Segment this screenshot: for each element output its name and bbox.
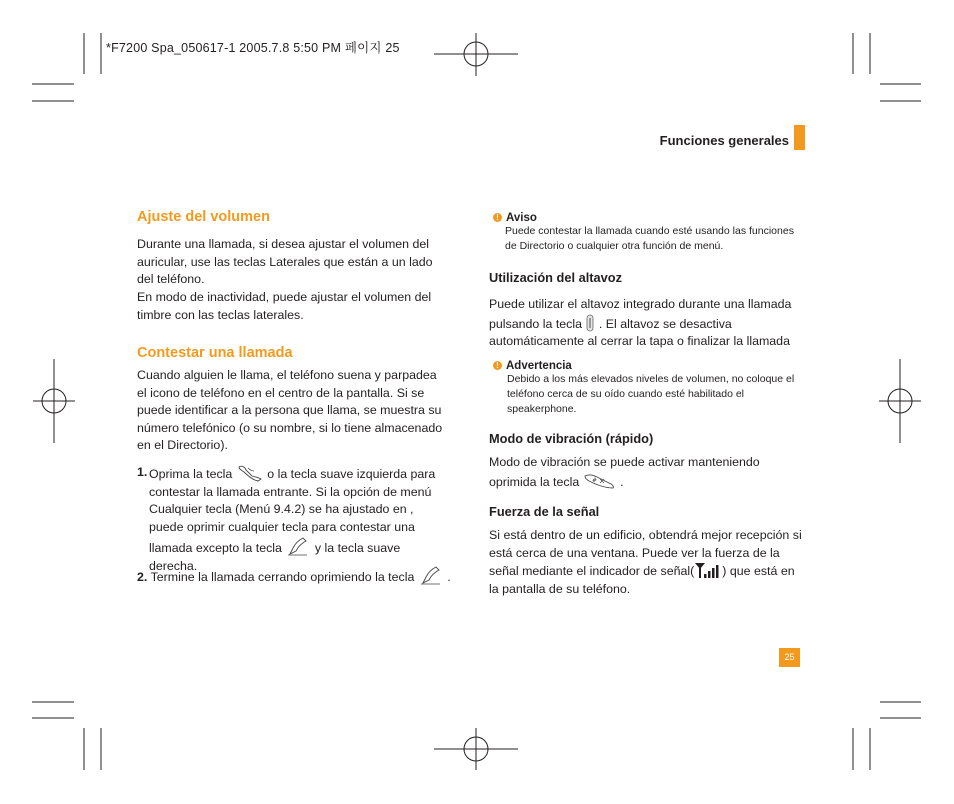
step-1-text-a: Oprima la tecla [149, 467, 233, 481]
signal-strength-icon [694, 562, 722, 578]
end-key-icon [418, 565, 444, 585]
answer-heading: Contestar una llamada [137, 345, 293, 361]
volume-paragraph-1: Durante una llamada, si desea ajustar el volumen del auricular, use las teclas Laterales que están a un lado del teléfono. [137, 237, 433, 287]
warning-title: Advertencia [506, 360, 572, 372]
vibrate-heading: Modo de vibración (rápido) [489, 431, 654, 446]
vibrate-paragraph [489, 454, 789, 491]
warning-text: Debido a los más elevados niveles de volumen, no coloque el teléfono cerca de su oído cuando esté habilitado el speakerphone. [507, 373, 795, 415]
vibrate-text-b: . [620, 474, 624, 489]
answer-paragraph: Cuando alguien le llama, el teléfono suena y parpadea el icono de teléfono en el centro de la pantalla. Si se puede identificar a la persona que llama, se muestra su número telefónico (o su nombre, si lo tiene almacenado en el Directorio). [137, 368, 443, 453]
speaker-text-b: . El altavoz se desactiva automáticamente al cerrar la tapa o finalizar la llamada [489, 316, 790, 349]
section-header: Funciones generales [659, 133, 789, 148]
step-1-number: 1. [137, 465, 148, 479]
signal-paragraph [489, 527, 804, 598]
speaker-text-a: Puede utilizar el altavoz integrado durante una llamada pulsando la tecla [489, 297, 792, 331]
signal-heading: Fuerza de la señal [489, 504, 600, 519]
svg-text:#: # [591, 476, 597, 484]
step-2-number: 2. [137, 570, 148, 584]
volume-heading: Ajuste del volumen [137, 209, 270, 225]
vibrate-text-a: Modo de vibración se puede activar manteniendo oprimida la tecla [489, 455, 760, 489]
end-key-icon [285, 536, 311, 556]
step-2-text-b: . [447, 570, 451, 584]
aviso-title: Aviso [506, 212, 537, 224]
step-1 [137, 464, 451, 576]
speaker-paragraph [489, 296, 801, 351]
signal-text-b: ) que está en la pantalla de su teléfono. [489, 564, 795, 596]
step-1-text-c: y la tecla suave derecha. [149, 541, 401, 573]
step-2-text-a: Termine la llamada cerrando oprimiendo la tecla [150, 570, 415, 584]
section-tab [794, 125, 805, 150]
side-key-icon [585, 314, 595, 332]
vibrate-key-icon [583, 472, 617, 490]
warning-icon: ! [493, 213, 502, 222]
send-key-icon [236, 464, 264, 482]
print-slug: *F7200 Spa_050617-1 2005.7.8 5:50 PM 페이지 25 [106, 41, 400, 55]
volume-paragraph-2: En modo de inactividad, puede ajustar el volumen del timbre con las teclas laterales. [137, 290, 432, 322]
page-number: 25 [779, 648, 800, 667]
step-1-text-b: o la tecla suave izquierda para contestar la llamada entrante. Si la opción de menú Cualquier tecla (Menú 9.4.2) se ha ajustado en , puede oprimir cualquier tecla para contestar una llamada excepto la tecla [149, 467, 436, 556]
signal-text-a: Si está dentro de un edificio, obtendrá mejor recepción si está cerca de una ventana. Puede ver la fuerza de la señal mediante el indicador de señal( [489, 528, 802, 579]
speaker-heading: Utilización del altavoz [489, 270, 622, 285]
warning-icon: ! [493, 361, 502, 370]
step-2 [137, 565, 451, 587]
aviso-text: Puede contestar la llamada cuando esté usando las funciones de Directorio o cualquier otra función de menú. [505, 225, 794, 252]
